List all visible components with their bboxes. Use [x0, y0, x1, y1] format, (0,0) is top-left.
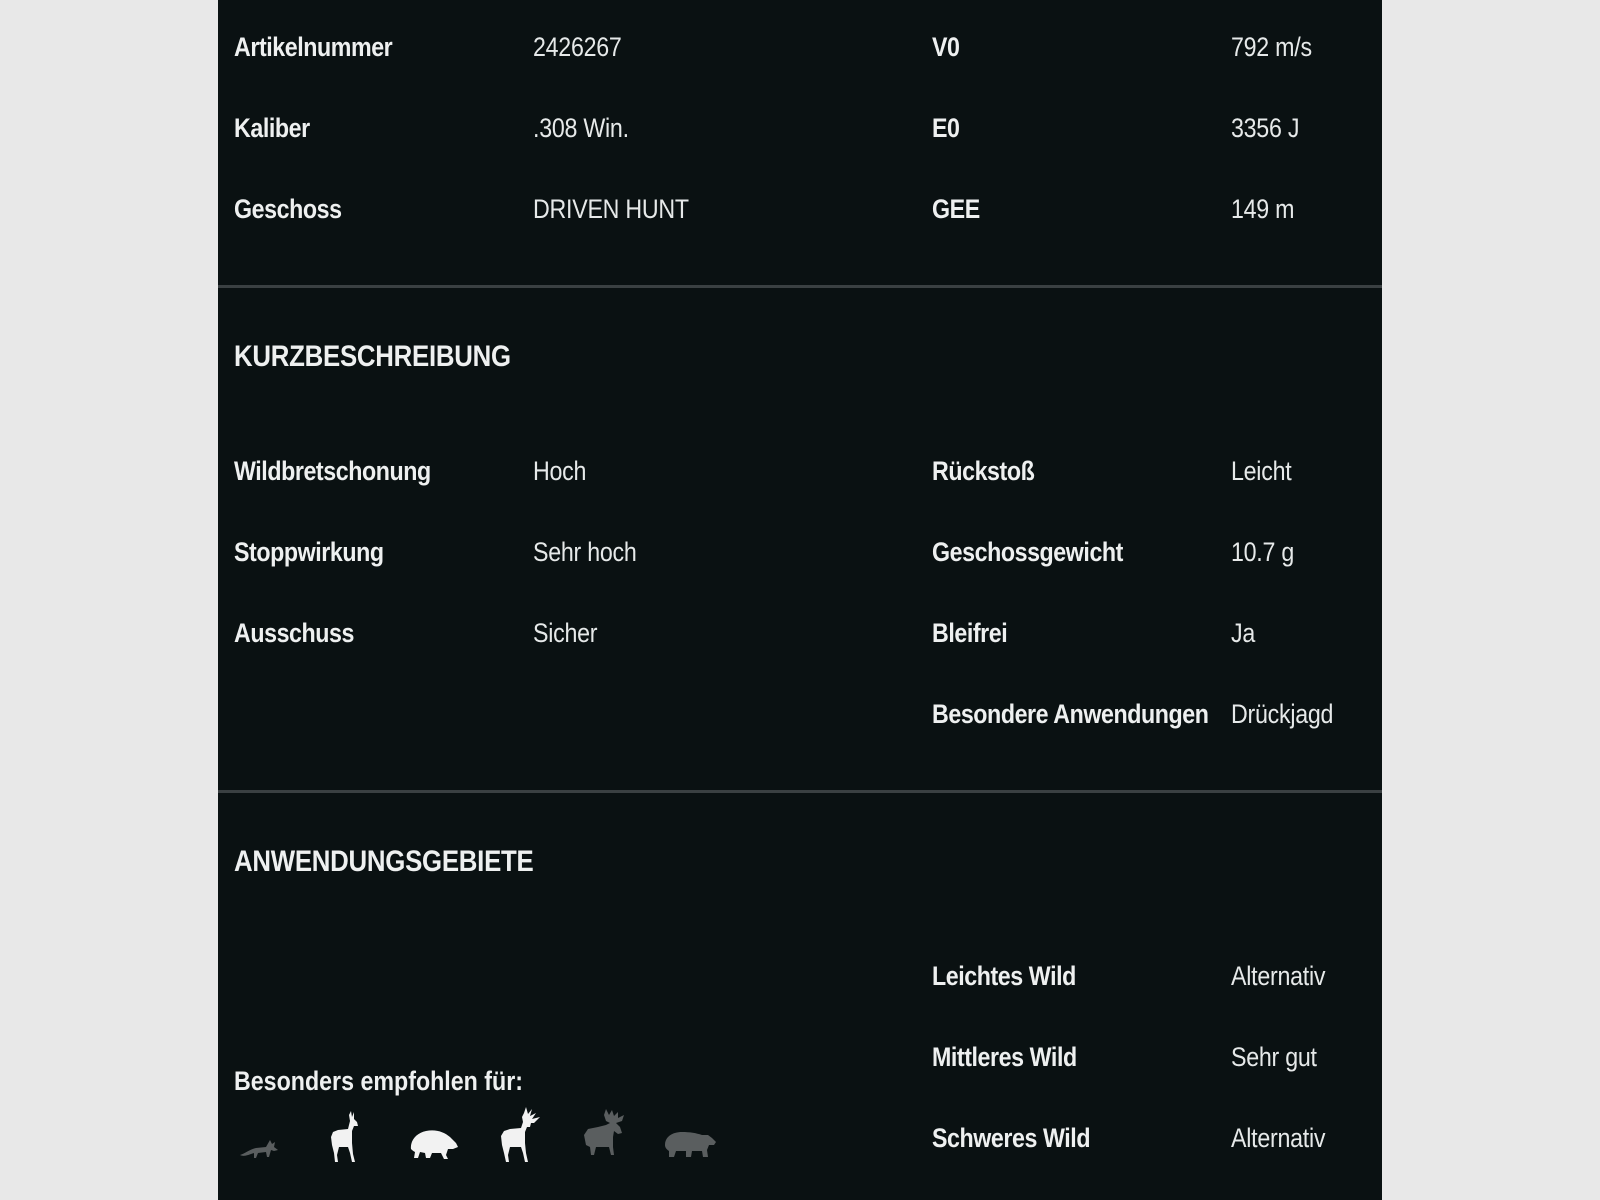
anwendung-label-schweres-wild: Schweres Wild: [932, 1123, 1091, 1153]
spec-value-v0: 792 m/s: [1231, 32, 1312, 62]
fox-icon: [238, 1135, 280, 1161]
spec-value-geschoss: DRIVEN HUNT: [533, 194, 689, 224]
section-divider: [218, 285, 1382, 288]
kurz-value-wildbretschonung: Hoch: [533, 456, 587, 486]
product-spec-panel: [218, 0, 1382, 1200]
spec-label-gee: GEE: [932, 194, 980, 224]
kurz-label-rueckstoss: Rückstoß: [932, 456, 1035, 486]
kurz-label-wildbretschonung: Wildbretschonung: [234, 456, 431, 486]
red-deer-icon: [492, 1105, 546, 1165]
anwendung-value-leichtes-wild: Alternativ: [1231, 961, 1326, 991]
kurz-value-stoppwirkung: Sehr hoch: [533, 537, 637, 567]
anwendungsgebiete-heading: ANWENDUNGSGEBIETE: [234, 845, 534, 878]
wild-boar-icon: [408, 1125, 460, 1161]
spec-label-geschoss: Geschoss: [234, 194, 342, 224]
moose-icon: [576, 1107, 630, 1157]
spec-value-e0: 3356 J: [1231, 113, 1300, 143]
spec-label-artikelnummer: Artikelnummer: [234, 32, 393, 62]
roe-deer-icon: [324, 1109, 366, 1165]
spec-label-e0: E0: [932, 113, 960, 143]
kurz-value-ausschuss: Sicher: [533, 618, 598, 648]
spec-label-kaliber: Kaliber: [234, 113, 310, 143]
anwendung-value-schweres-wild: Alternativ: [1231, 1123, 1326, 1153]
recommended-for-label: Besonders empfohlen für:: [234, 1066, 524, 1096]
kurz-label-stoppwirkung: Stoppwirkung: [234, 537, 384, 567]
game-icons-row: [236, 1105, 756, 1165]
spec-value-kaliber: .308 Win.: [533, 113, 629, 143]
kurz-label-bleifrei: Bleifrei: [932, 618, 1008, 648]
spec-label-v0: V0: [932, 32, 960, 62]
kurz-label-besondere-anwendungen: Besondere Anwendungen: [932, 699, 1209, 729]
anwendung-value-mittleres-wild: Sehr gut: [1231, 1042, 1317, 1072]
spec-value-artikelnummer: 2426267: [533, 32, 622, 62]
kurzbeschreibung-heading: KURZBESCHREIBUNG: [234, 340, 511, 373]
kurz-value-rueckstoss: Leicht: [1231, 456, 1292, 486]
kurz-label-geschossgewicht: Geschossgewicht: [932, 537, 1124, 567]
kurz-value-geschossgewicht: 10.7 g: [1231, 537, 1295, 567]
anwendung-label-mittleres-wild: Mittleres Wild: [932, 1042, 1077, 1072]
kurz-label-ausschuss: Ausschuss: [234, 618, 355, 648]
anwendung-label-leichtes-wild: Leichtes Wild: [932, 961, 1076, 991]
section-divider: [218, 790, 1382, 793]
bear-icon: [662, 1127, 718, 1159]
kurz-value-bleifrei: Ja: [1231, 618, 1256, 648]
kurz-value-besondere-anwendungen: Drückjagd: [1231, 699, 1334, 729]
spec-value-gee: 149 m: [1231, 194, 1295, 224]
